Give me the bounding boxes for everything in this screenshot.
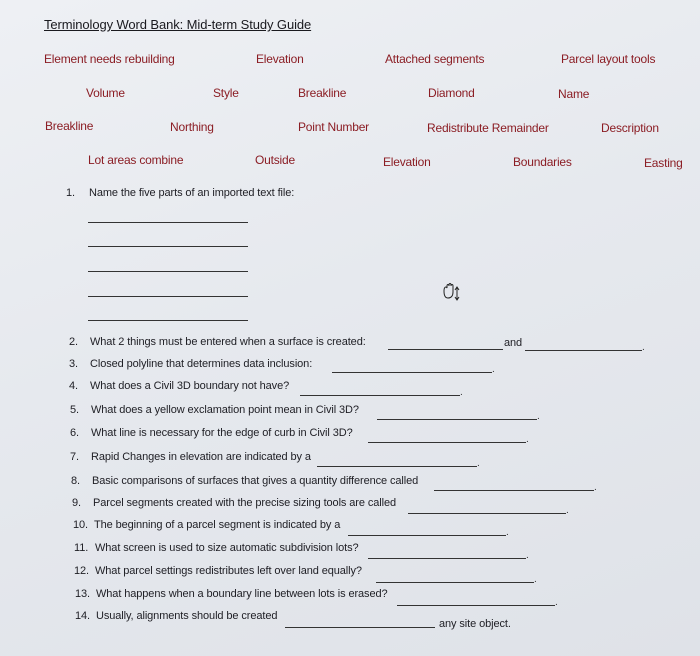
question-number: 13. [75, 588, 90, 600]
question-number: 5. [70, 404, 79, 416]
word-bank-term: Lot areas combine [88, 153, 184, 167]
question-number: 2. [69, 336, 78, 348]
word-bank-term: Parcel layout tools [561, 52, 656, 66]
answer-blank[interactable] [434, 490, 594, 491]
question-text: What does a yellow exclamation point mean in Civil 3D? [91, 404, 359, 416]
question-number: 10. [73, 519, 88, 531]
answer-blank[interactable] [317, 466, 477, 467]
question-number: 7. [70, 451, 79, 463]
answer-blank[interactable] [348, 535, 506, 536]
answer-blank[interactable] [408, 513, 566, 514]
question-number: 4. [69, 380, 78, 392]
question-number: 6. [70, 427, 79, 439]
answer-blank[interactable] [368, 558, 526, 559]
answer-blank[interactable] [332, 372, 492, 373]
answer-blank[interactable] [376, 582, 534, 583]
answer-blank[interactable] [525, 350, 642, 351]
question-text: What 2 things must be entered when a surface is created: [90, 336, 366, 348]
answer-blank[interactable] [88, 246, 248, 247]
word-bank-term: Easting [644, 156, 683, 170]
word-bank-term: Description [601, 121, 659, 135]
question-text: What line is necessary for the edge of curb in Civil 3D? [91, 427, 353, 439]
question-number: 14. [75, 610, 90, 622]
word-bank-term: Northing [170, 120, 214, 134]
word-bank-term: Elevation [256, 52, 304, 66]
grab-hand-cursor-icon [441, 283, 461, 301]
word-bank-term: Redistribute Remainder [427, 121, 549, 135]
question-text: What parcel settings redistributes left over land equally? [95, 565, 362, 577]
question-text: The beginning of a parcel segment is indicated by a [94, 519, 341, 531]
word-bank-term: Attached segments [385, 52, 485, 66]
page-title: Terminology Word Bank: Mid-term Study Guide [44, 17, 312, 32]
answer-blank[interactable] [300, 395, 460, 396]
word-bank-term: Element needs rebuilding [44, 52, 175, 66]
answer-blank[interactable] [88, 222, 248, 223]
answer-blank[interactable] [368, 442, 526, 443]
answer-blank[interactable] [285, 627, 435, 628]
question-number: 1. [66, 187, 75, 199]
question-text: Usually, alignments should be created [96, 610, 278, 622]
answer-blank[interactable] [388, 349, 503, 350]
question-number: 8. [71, 475, 80, 487]
question-text: What does a Civil 3D boundary not have? [90, 380, 290, 392]
answer-blank[interactable] [88, 271, 248, 272]
answer-blank[interactable] [377, 419, 537, 420]
question-text: Basic comparisons of surfaces that gives a quantity difference called [92, 475, 419, 487]
word-bank-term: Boundaries [513, 155, 572, 169]
word-bank-term: Elevation [383, 155, 431, 169]
question-number: 12. [74, 565, 89, 577]
word-bank-term: Volume [86, 86, 125, 100]
answer-blank[interactable] [88, 320, 248, 321]
word-bank-term: Style [213, 86, 239, 100]
question-text: Rapid Changes in elevation are indicated by a [91, 451, 311, 463]
word-bank-term: Breakline [298, 86, 347, 100]
word-bank-term: Outside [255, 153, 295, 167]
word-bank-term: Diamond [428, 86, 475, 100]
question-number: 3. [69, 358, 78, 370]
question-text: Parcel segments created with the precise sizing tools are called [93, 497, 396, 509]
question-text: Closed polyline that determines data inclusion: [90, 358, 313, 370]
answer-blank[interactable] [397, 605, 555, 606]
question-text: What screen is used to size automatic subdivision lots? [95, 542, 359, 554]
word-bank-term: Breakline [45, 119, 94, 133]
word-bank-term: Name [558, 87, 590, 101]
question-number: 9. [72, 497, 81, 509]
question-joiner: and [504, 337, 523, 349]
word-bank-term: Point Number [298, 120, 369, 134]
question-suffix: any site object. [439, 618, 511, 630]
question-number: 11. [74, 542, 89, 554]
question-text: What happens when a boundary line between lots is erased? [96, 588, 388, 600]
question-text: Name the five parts of an imported text file: [89, 187, 295, 199]
answer-blank[interactable] [88, 296, 248, 297]
